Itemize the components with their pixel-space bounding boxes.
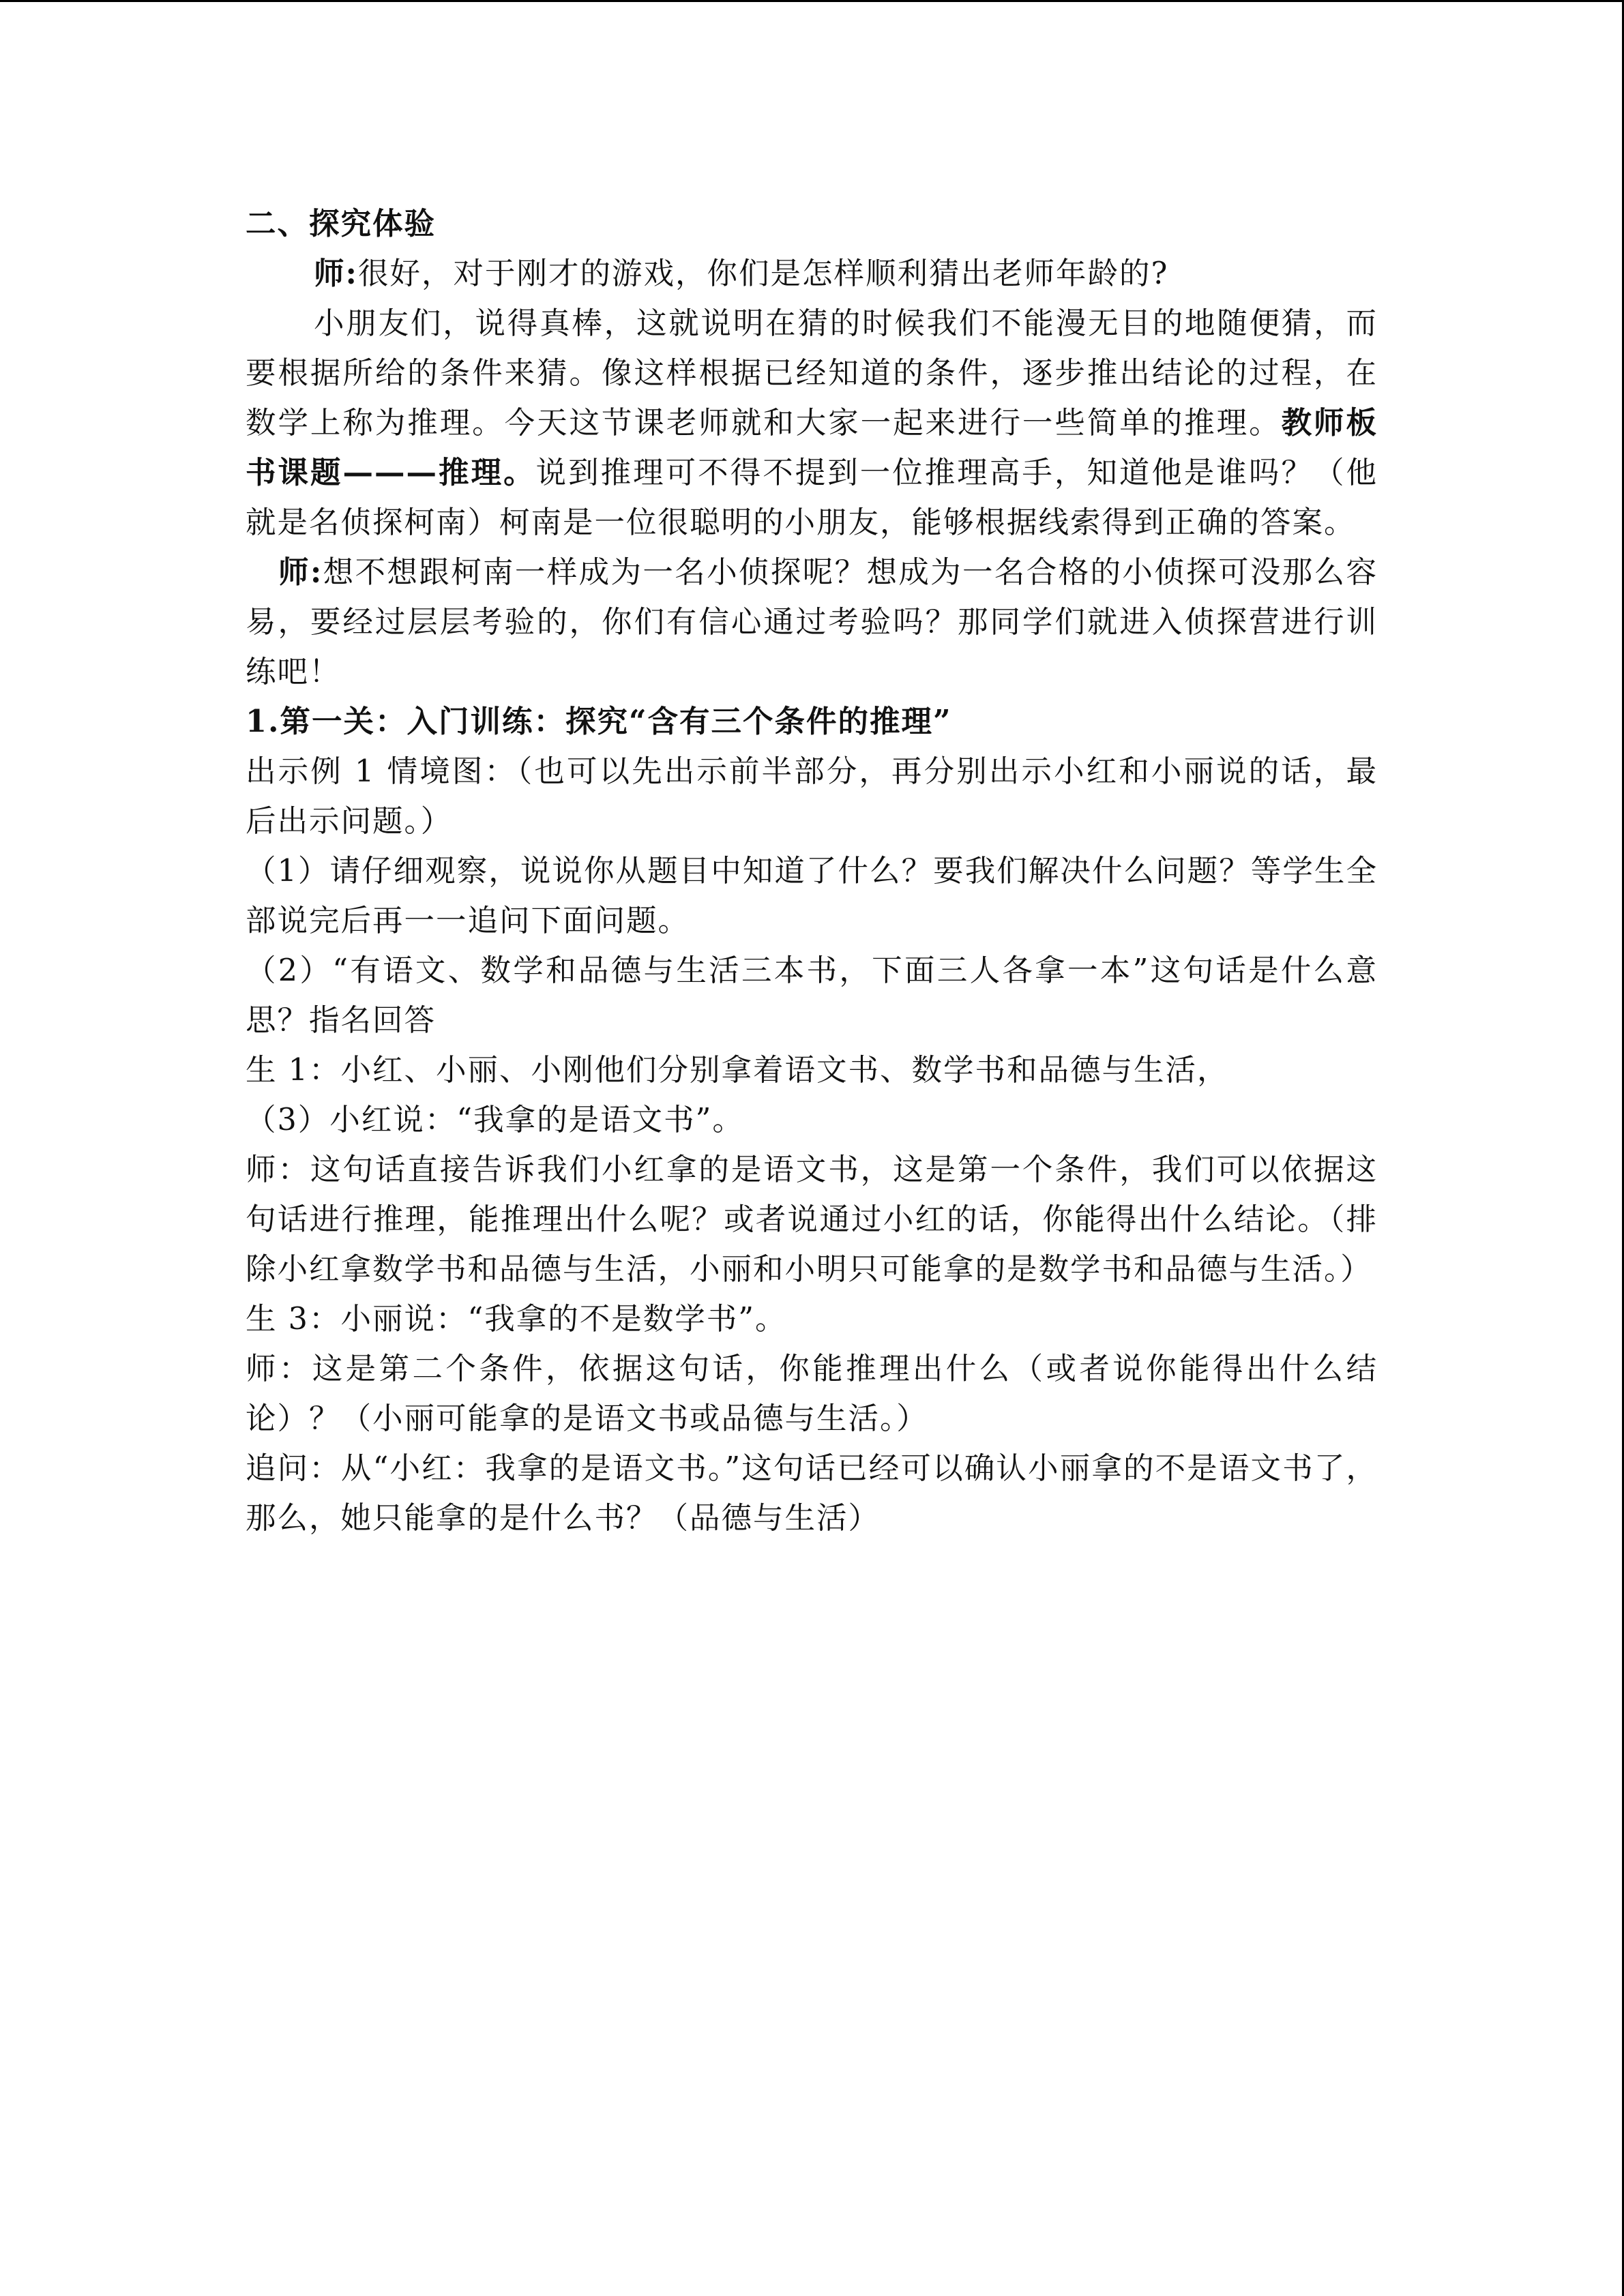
line-step-3: （3）小红说：“我拿的是语文书”。 (246, 1103, 744, 1137)
board-title-text: 教师板书课题———推理。 (246, 405, 1378, 490)
document-body (246, 199, 1378, 1543)
line-teacher-second-condition: 师：这是第二个条件，依据这句话，你能推理出什么（或者说你能得出什么结论）？（小丽可能拿的是语文书或品德与生活。） (246, 1352, 1378, 1436)
speaker-colon: : (310, 554, 323, 590)
page-border-top (0, 0, 1624, 2)
paragraph-teacher-detective (246, 548, 1378, 697)
paragraph-text: 小朋友们，说得真棒，这就说明在猜的时候我们不能漫无目的地随便猜，而要根据所给的条件来猜。像这样根据已经知道的条件，逐步推出结论的过程，在数学上称为推理。今天这节课老师就和大家一起来进行一些简单的推理。 (246, 306, 1378, 441)
line-student-1: 生 1：小红、小丽、小刚他们分别拿着语文书、数学书和品德与生活， (246, 1053, 1229, 1088)
paragraph-teacher-question (246, 249, 1378, 299)
line-follow-up-question: 追问：从“小红：我拿的是语文书。”这句话已经可以确认小丽拿的不是语文书了，那么，她只能拿的是什么书？（品德与生活） (246, 1451, 1378, 1536)
speaker-label: 师 (314, 256, 346, 291)
paragraph-text: 想不想跟柯南一样成为一名小侦探呢？想成为一名合格的小侦探可没那么容易，要经过层层考验的，你们有信心通过考验吗？那同学们就进入侦探营进行训练吧！ (246, 555, 1378, 689)
speaker-colon: : (345, 256, 358, 291)
line-step-1: （1）请仔细观察，说说你从题目中知道了什么？要我们解决什么问题？等学生全部说完后再一一追问下面问题。 (246, 854, 1378, 938)
line-example-intro: 出示例 1 情境图：（也可以先出示前半部分，再分别出示小红和小丽说的话，最后出示问题。） (246, 754, 1378, 839)
line-step-2: （2）“有语文、数学和品德与生活三本书，下面三人各拿一本”这句话是什么意思？指名回答 (246, 953, 1378, 1038)
level1-heading: 1.第一关：入门训练：探究“含有三个条件的推理” (246, 704, 952, 739)
paragraph-reasoning-intro (246, 299, 1378, 548)
paragraph-text: 很好，对于刚才的游戏，你们是怎样顺利猜出老师年龄的? (357, 256, 1169, 291)
line-student-3: 生 3：小丽说：“我拿的不是数学书”。 (246, 1302, 787, 1337)
line-teacher-first-condition: 师：这句话直接告诉我们小红拿的是语文书，这是第一个条件，我们可以依据这句话进行推理，能推理出什么呢？或者说通过小红的话，你能得出什么结论。（排除小红拿数学书和品德与生活，小丽和小明只可能拿的是数学书和品德与生活。） (246, 1152, 1378, 1287)
speaker-label: 师 (278, 554, 310, 590)
paragraph-text-continued: 说到推理可不得不提到一位推理高手，知道他是谁吗？（他就是名侦探柯南）柯南是一位很聪明的小朋友，能够根据线索得到正确的答案。 (246, 456, 1378, 540)
section-heading: 二、探究体验 (246, 206, 437, 241)
